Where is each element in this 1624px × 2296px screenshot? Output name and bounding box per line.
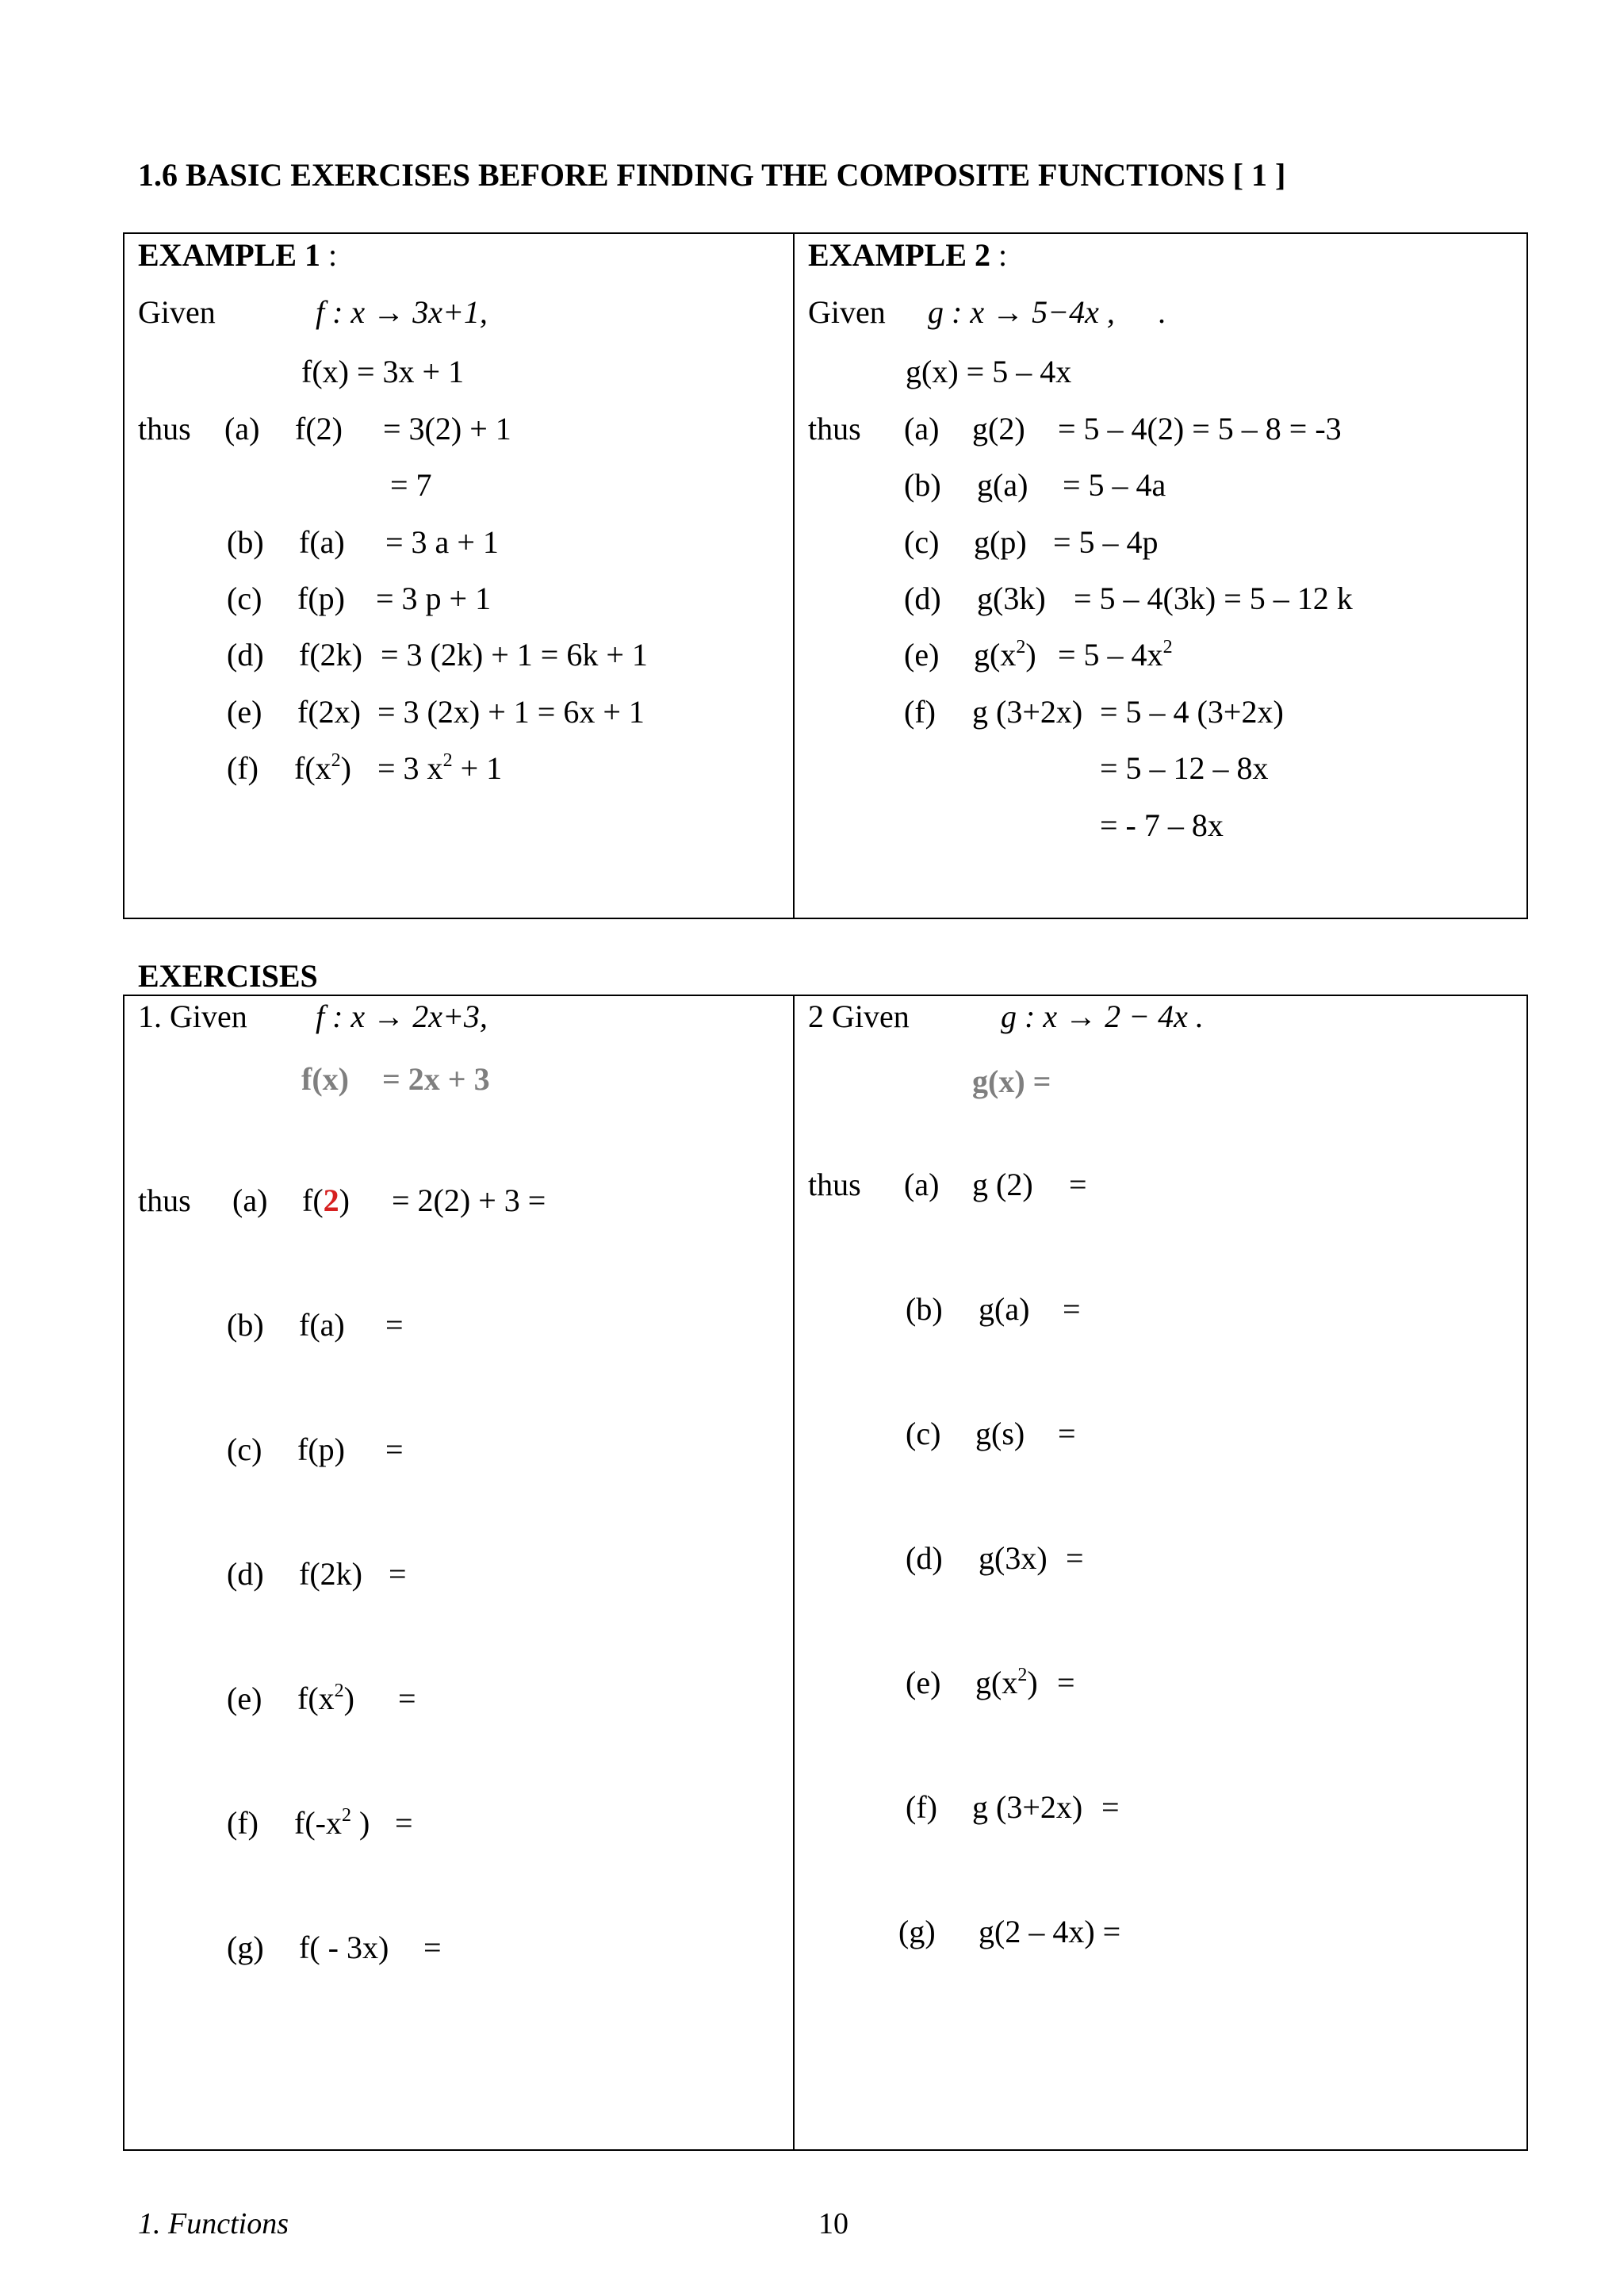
example2-line-label: (f) <box>904 694 936 730</box>
exercise1-item-label: (g) <box>227 1930 264 1965</box>
expr-open: f( <box>302 1182 324 1218</box>
exercise2-item-rhs: = <box>1057 1665 1075 1700</box>
exercise2-item-expr <box>975 1664 1038 1701</box>
exercise2-item-rhs: = <box>1069 1167 1087 1202</box>
exercise2-item-label: (d) <box>906 1540 943 1576</box>
example2-given-label: Given <box>808 294 886 330</box>
exercise2-item-label: (f) <box>906 1789 937 1825</box>
example1-line-rhs <box>377 749 502 787</box>
examples-divider <box>793 232 795 919</box>
examples-table <box>123 232 1528 919</box>
example1-thus-label: thus <box>138 411 191 447</box>
example1-line-expr <box>294 749 351 787</box>
expr-exponent: 2 <box>1016 637 1026 657</box>
example1-line-rhs: = 3 a + 1 <box>385 524 499 560</box>
exercise2-gx: g(x) = <box>972 1064 1051 1099</box>
expr-exponent: 2 <box>1017 1665 1028 1685</box>
example1-line-label: (f) <box>227 750 259 786</box>
example1-line-rhs: = 3(2) + 1 <box>383 411 511 447</box>
exercise1-item-label: (b) <box>227 1307 264 1343</box>
expr-close: ) <box>340 750 351 786</box>
expr-base: f(x <box>294 750 331 786</box>
exercise1-item-rhs: = <box>423 1930 442 1965</box>
exercise1-item-rhs: = <box>389 1556 407 1592</box>
exercise1-item-rhs: = <box>398 1681 416 1716</box>
exercise2-given-label: 2 Given <box>808 999 910 1034</box>
exercise2-item-rhs: = <box>1066 1540 1084 1576</box>
example1-line-rhs: = 7 <box>390 467 432 503</box>
example2-line-rhs: = - 7 – 8x <box>1100 807 1224 843</box>
expr-close: ) <box>343 1681 354 1716</box>
example2-heading <box>808 236 1007 274</box>
exercise2-item-expr: g(2 – 4x) = <box>979 1914 1121 1949</box>
example1-line-rhs: = 3 p + 1 <box>376 581 492 616</box>
exercise1-item-expr <box>294 1804 370 1842</box>
exercise1-mapping: f : x → 2x+3, <box>316 999 488 1034</box>
page-title: 1.6 BASIC EXERCISES BEFORE FINDING THE COMPOSITE FUNCTIONS [ 1 ] <box>138 157 1286 193</box>
expr-base: f(x <box>297 1681 335 1716</box>
exercise1-item-expr: f(2k) <box>299 1556 362 1592</box>
rhs-tail: + 1 <box>452 750 503 786</box>
example1-heading-colon: : <box>320 237 338 273</box>
expr-exponent: 2 <box>334 1681 344 1701</box>
example2-gx: g(x) = 5 – 4x <box>906 354 1072 389</box>
exercises-divider <box>793 995 795 2151</box>
exercise1-item-rhs: = <box>385 1307 404 1343</box>
example1-line-rhs: = 3 (2k) + 1 = 6k + 1 <box>381 637 648 673</box>
example2-line-label: (c) <box>904 524 940 560</box>
exercise1-item-expr: f(p) <box>297 1432 345 1467</box>
exercise2-item-rhs: = <box>1058 1416 1076 1451</box>
expr-close: ) <box>339 1182 350 1218</box>
example2-line-expr: g (3+2x) <box>972 694 1083 730</box>
example1-line-expr: f(2x) <box>297 694 361 730</box>
expr-base: g(x <box>975 1665 1018 1700</box>
exercise2-item-label: (b) <box>906 1291 943 1327</box>
highlighted-argument: 2 <box>323 1182 339 1218</box>
example2-line-expr: g(a) <box>977 467 1028 503</box>
exercise2-item-label: (a) <box>904 1167 940 1202</box>
example1-given-label: Given <box>138 294 216 330</box>
example2-line-label: (a) <box>904 411 940 447</box>
exercise1-item-label: (d) <box>227 1556 264 1592</box>
example2-line-rhs: = 5 – 4(3k) = 5 – 12 k <box>1074 581 1353 616</box>
exercise1-item-label: (f) <box>227 1805 259 1841</box>
example1-line-label: (c) <box>227 581 262 616</box>
example2-line-label: (b) <box>904 467 941 503</box>
example2-heading-colon: : <box>990 237 1008 273</box>
exercise2-item-label: (e) <box>906 1665 941 1700</box>
expr-base: g(x <box>974 637 1017 673</box>
exercise1-item-rhs: = <box>395 1805 413 1841</box>
exercise2-item-rhs: = <box>1063 1291 1081 1327</box>
exercise1-item-label: (c) <box>227 1432 262 1467</box>
example2-line-expr <box>974 636 1036 673</box>
exercises-heading: EXERCISES <box>138 958 318 994</box>
example2-line-rhs: = 5 – 4a <box>1063 467 1166 503</box>
example2-line-rhs: = 5 – 4 (3+2x) <box>1100 694 1284 730</box>
example1-line-label: (e) <box>227 694 262 730</box>
exercise2-item-expr: g(3x) <box>979 1540 1048 1576</box>
expr-close: ) <box>1027 1665 1038 1700</box>
example2-heading-label: EXAMPLE 2 <box>808 237 990 273</box>
example1-line-label: (d) <box>227 637 264 673</box>
exercise1-fx-lhs: f(x) <box>301 1061 349 1097</box>
exercise1-thus-label: thus <box>138 1182 191 1218</box>
exercise1-fx-rhs: = 2x + 3 <box>382 1061 490 1097</box>
exercise1-item-expr <box>302 1182 350 1219</box>
exercise2-item-label: (g) <box>898 1914 936 1949</box>
example1-line-expr: f(2k) <box>299 637 362 673</box>
exercise2-thus-label: thus <box>808 1167 861 1202</box>
example1-heading <box>138 236 337 274</box>
example2-line-rhs: = 5 – 4(2) = 5 – 8 = -3 <box>1058 411 1342 447</box>
example2-line-label: (d) <box>904 581 941 616</box>
rhs-base: = 5 – 4x <box>1058 637 1163 673</box>
example2-line-rhs <box>1058 636 1173 673</box>
example2-line-rhs: = 5 – 12 – 8x <box>1100 750 1269 786</box>
expr-exponent: 2 <box>341 1805 351 1826</box>
example1-heading-label: EXAMPLE 1 <box>138 237 320 273</box>
exercise1-item-expr: f( - 3x) <box>299 1930 389 1965</box>
exercise2-item-expr: g (3+2x) <box>972 1789 1083 1825</box>
example1-fx: f(x) = 3x + 1 <box>301 354 465 389</box>
exercise2-item-expr: g(a) <box>979 1291 1030 1327</box>
example2-line-expr: g(2) <box>972 411 1025 447</box>
expr-close: ) <box>1025 637 1036 673</box>
exercise2-item-expr: g(s) <box>975 1416 1025 1451</box>
example2-thus-label: thus <box>808 411 861 447</box>
example1-line-rhs: = 3 (2x) + 1 = 6x + 1 <box>377 694 645 730</box>
example2-line-label: (e) <box>904 637 940 673</box>
exercise1-item-rhs: = <box>385 1432 404 1467</box>
example1-line-label: (a) <box>224 411 260 447</box>
example2-line-expr: g(3k) <box>977 581 1046 616</box>
exercise1-item-expr <box>297 1680 354 1717</box>
footer-page-number: 10 <box>818 2207 848 2240</box>
expr-base: f(-x <box>294 1805 342 1841</box>
example2-line-expr: g(p) <box>974 524 1027 560</box>
example1-line-expr: f(2) <box>295 411 343 447</box>
example1-mapping: f : x → 3x+1, <box>316 294 488 330</box>
rhs-exponent: 2 <box>1162 637 1173 657</box>
example1-line-label: (b) <box>227 524 264 560</box>
rhs-base: = 3 x <box>377 750 443 786</box>
example2-mapping-tail: . <box>1158 294 1166 330</box>
exercise2-item-expr: g (2) <box>972 1167 1033 1202</box>
exercise2-mapping: g : x → 2 − 4x . <box>1001 999 1204 1034</box>
expr-exponent: 2 <box>331 750 341 771</box>
exercise2-item-label: (c) <box>906 1416 941 1451</box>
expr-close: ) <box>350 1805 370 1841</box>
example2-mapping: g : x → 5−4x , <box>928 294 1115 330</box>
exercise2-item-rhs: = <box>1101 1789 1120 1825</box>
footer-chapter: 1. Functions <box>138 2207 289 2240</box>
example1-line-expr: f(a) <box>299 524 345 560</box>
exercise1-item-label: (e) <box>227 1681 262 1716</box>
exercise1-item-label: (a) <box>232 1182 268 1218</box>
exercise1-given-label: 1. Given <box>138 999 247 1034</box>
example2-line-rhs: = 5 – 4p <box>1053 524 1159 560</box>
exercise1-item-rhs: = 2(2) + 3 = <box>392 1182 546 1218</box>
example1-line-expr: f(p) <box>297 581 345 616</box>
rhs-exponent: 2 <box>442 750 453 771</box>
exercise1-item-expr: f(a) <box>299 1307 345 1343</box>
